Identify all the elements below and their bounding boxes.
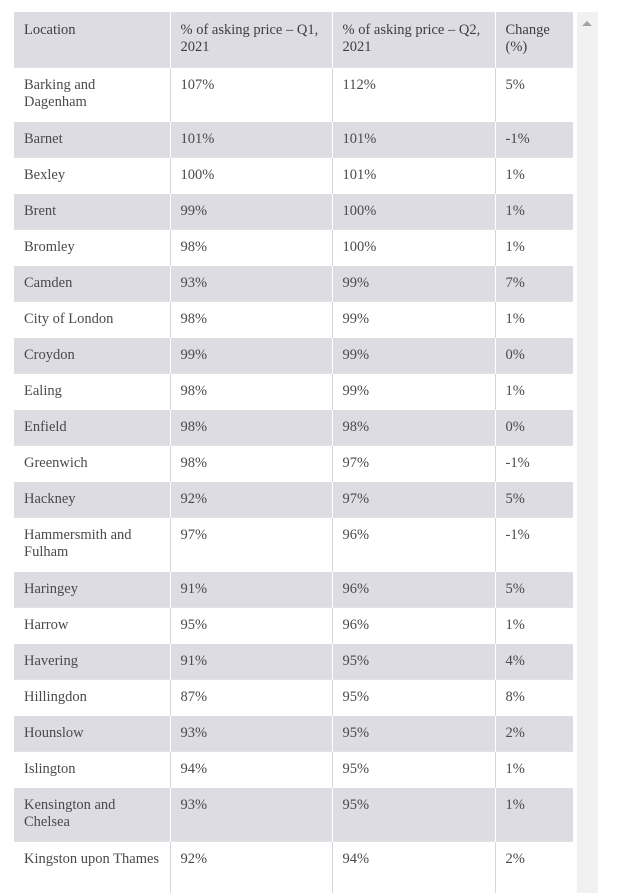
cell-change: -1% [495,446,573,482]
cell-q1: 98% [170,446,332,482]
cell-q1: 92% [170,842,332,893]
cell-q2: 94% [332,842,495,893]
table-row [14,572,573,608]
table-container [14,12,574,893]
cell-q1: 99% [170,194,332,230]
cell-q1: 101% [170,122,332,158]
table-row [14,842,573,893]
cell-q1: 98% [170,230,332,266]
cell-q2: 99% [332,338,495,374]
cell-q2: 101% [332,158,495,194]
cell-q2: 99% [332,302,495,338]
table-row [14,482,573,518]
cell-location: Enfield [14,410,170,446]
cell-q1: 94% [170,752,332,788]
cell-q1: 93% [170,266,332,302]
table-row [14,446,573,482]
header-location: Location [14,12,170,68]
cell-q2: 101% [332,122,495,158]
scroll-up-arrow-icon[interactable] [577,12,598,34]
cell-change: 2% [495,842,573,893]
cell-q2: 98% [332,410,495,446]
cell-q2: 96% [332,518,495,572]
cell-location: Hillingdon [14,680,170,716]
cell-q1: 87% [170,680,332,716]
cell-q1: 91% [170,644,332,680]
cell-q2: 95% [332,716,495,752]
cell-location: Hammersmith and Fulham [14,518,170,572]
cell-location: Haringey [14,572,170,608]
header-q2: % of asking price – Q2, 2021 [332,12,495,68]
cell-location: Kingston upon Thames [14,842,170,893]
cell-q2: 100% [332,194,495,230]
cell-q1: 91% [170,572,332,608]
cell-change: 0% [495,338,573,374]
table-row [14,122,573,158]
cell-q2: 97% [332,482,495,518]
vertical-scrollbar[interactable] [577,12,598,893]
cell-change: 1% [495,158,573,194]
table-row [14,230,573,266]
cell-change: 5% [495,482,573,518]
cell-location: City of London [14,302,170,338]
cell-q2: 95% [332,644,495,680]
cell-change: 1% [495,608,573,644]
cell-location: Barnet [14,122,170,158]
table-row [14,266,573,302]
cell-change: 8% [495,680,573,716]
cell-q1: 93% [170,716,332,752]
table-row [14,68,573,122]
cell-q1: 97% [170,518,332,572]
cell-change: -1% [495,122,573,158]
table-row [14,410,573,446]
asking-price-table [14,12,573,893]
cell-change: 0% [495,410,573,446]
cell-change: 4% [495,644,573,680]
table-row [14,752,573,788]
header-q1: % of asking price – Q1, 2021 [170,12,332,68]
cell-q2: 95% [332,680,495,716]
cell-location: Croydon [14,338,170,374]
cell-q2: 96% [332,572,495,608]
cell-change: 7% [495,266,573,302]
cell-change: 5% [495,68,573,122]
table-row [14,302,573,338]
cell-change: 1% [495,230,573,266]
cell-q1: 92% [170,482,332,518]
cell-q1: 99% [170,338,332,374]
cell-change: 2% [495,716,573,752]
cell-q1: 93% [170,788,332,842]
cell-change: 1% [495,194,573,230]
table-row [14,158,573,194]
table-row [14,194,573,230]
cell-change: 1% [495,302,573,338]
cell-q1: 100% [170,158,332,194]
cell-change: 1% [495,752,573,788]
cell-change: 5% [495,572,573,608]
table-row [14,518,573,572]
cell-location: Barking and Dagenham [14,68,170,122]
cell-q2: 97% [332,446,495,482]
cell-q2: 96% [332,608,495,644]
cell-location: Harrow [14,608,170,644]
cell-change: -1% [495,518,573,572]
cell-location: Islington [14,752,170,788]
table-row [14,716,573,752]
cell-q1: 98% [170,410,332,446]
table-row [14,788,573,842]
cell-q1: 98% [170,302,332,338]
cell-change: 1% [495,374,573,410]
cell-location: Bromley [14,230,170,266]
cell-location: Camden [14,266,170,302]
cell-q2: 112% [332,68,495,122]
cell-location: Greenwich [14,446,170,482]
cell-q2: 95% [332,788,495,842]
cell-location: Kensington and Chelsea [14,788,170,842]
cell-location: Havering [14,644,170,680]
header-change: Change (%) [495,12,573,68]
table-header-row [14,12,573,68]
table-row [14,374,573,410]
cell-q2: 95% [332,752,495,788]
cell-location: Hackney [14,482,170,518]
table-row [14,680,573,716]
table-row [14,644,573,680]
cell-q1: 95% [170,608,332,644]
cell-q1: 98% [170,374,332,410]
cell-change: 1% [495,788,573,842]
cell-q2: 99% [332,374,495,410]
cell-location: Bexley [14,158,170,194]
cell-location: Hounslow [14,716,170,752]
table-row [14,338,573,374]
cell-location: Ealing [14,374,170,410]
cell-location: Brent [14,194,170,230]
cell-q1: 107% [170,68,332,122]
cell-q2: 99% [332,266,495,302]
cell-q2: 100% [332,230,495,266]
table-row [14,608,573,644]
